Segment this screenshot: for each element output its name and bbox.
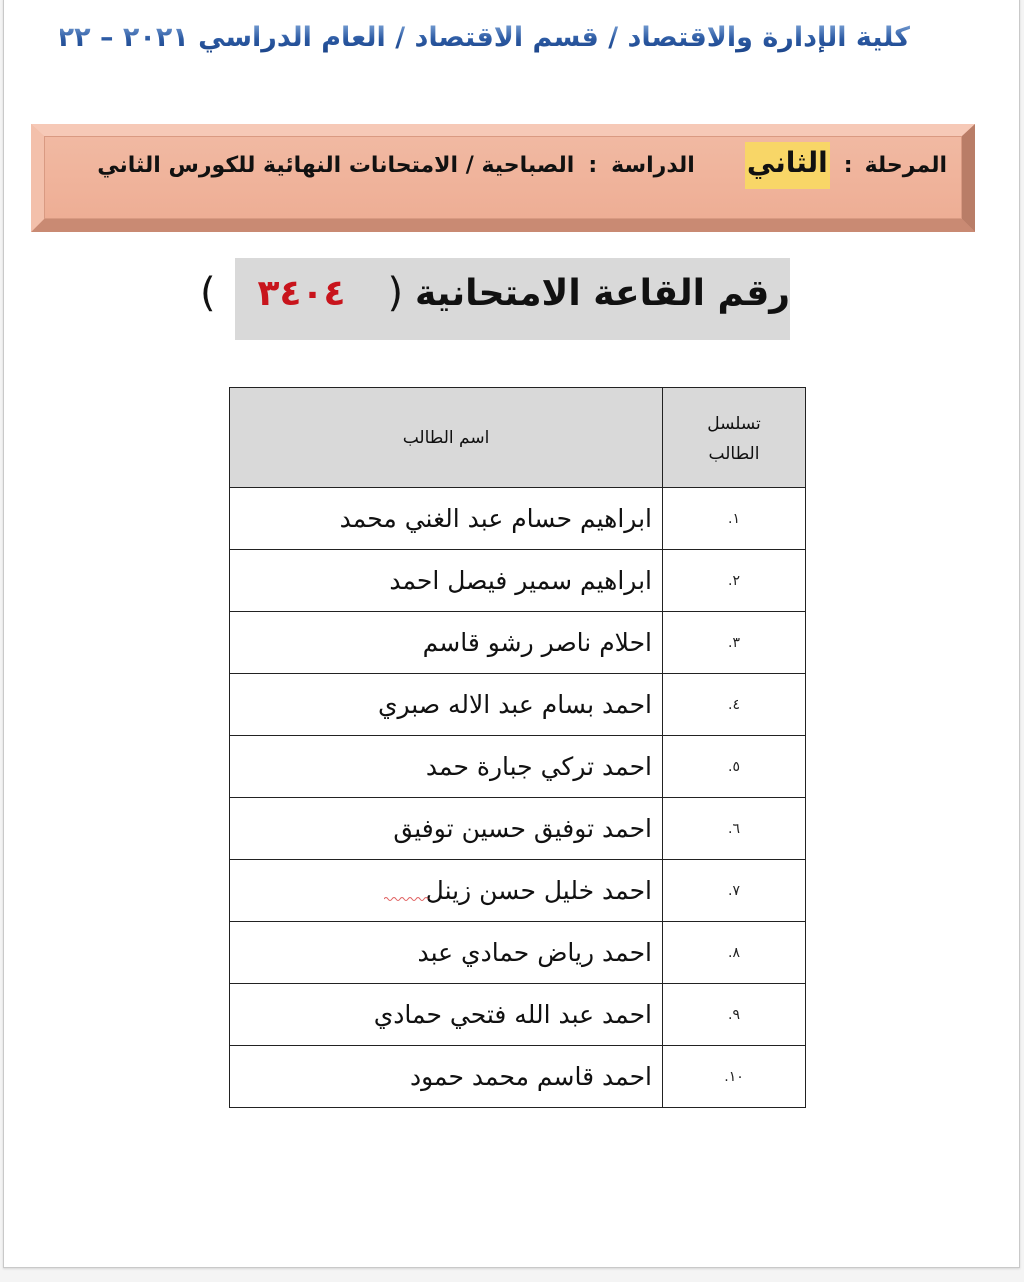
table-row [230, 922, 806, 984]
students-table [229, 387, 806, 1108]
exam-room-number: ٣٤٠٤ [257, 272, 346, 314]
table-row [230, 860, 806, 922]
open-paren: ( [387, 270, 404, 316]
row-seq: ١. [663, 488, 806, 550]
table-row [230, 984, 806, 1046]
table-row [230, 674, 806, 736]
header-student-seq [663, 388, 806, 488]
close-paren: ) [199, 270, 216, 316]
banner-bevel-bottom [31, 219, 975, 232]
row-seq: ٩. [663, 984, 806, 1046]
header-seq-line1: تسلسل [707, 414, 761, 434]
row-seq: ٥. [663, 736, 806, 798]
table-row [230, 1046, 806, 1108]
stage-label: المرحلة [864, 153, 947, 178]
exam-room-label: رقم القاعة الامتحانية [415, 272, 790, 314]
row-student-name: احمد عبد الله فتحي حمادي [230, 984, 663, 1046]
row-seq: ٧. [663, 860, 806, 922]
table-row [230, 550, 806, 612]
banner-bevel-top [31, 124, 975, 136]
table-header-row [230, 388, 806, 488]
row-seq: ١٠. [663, 1046, 806, 1108]
row-seq: ٦. [663, 798, 806, 860]
row-student-name: احمد توفيق حسين توفيق [230, 798, 663, 860]
exam-room-box [199, 258, 790, 340]
row-student-name: ابراهيم حسام عبد الغني محمد [230, 488, 663, 550]
stage-banner [31, 124, 975, 232]
table-row [230, 612, 806, 674]
row-student-name: احمد بسام عبد الاله صبري [230, 674, 663, 736]
spellcheck-underline-icon [384, 896, 430, 902]
row-seq: ٣. [663, 612, 806, 674]
stage-value-highlight: الثاني [745, 142, 830, 189]
row-student-name: ابراهيم سمير فيصل احمد [230, 550, 663, 612]
banner-bevel-left [31, 124, 44, 232]
row-student-name: احمد تركي جبارة حمد [230, 736, 663, 798]
row-student-name: احمد قاسم محمد حمود [230, 1046, 663, 1108]
row-seq: ٢. [663, 550, 806, 612]
header-student-name: اسم الطالب [230, 388, 663, 488]
row-student-name: احمد رياض حمادي عبد [230, 922, 663, 984]
banner-bevel-right [962, 124, 975, 232]
stage-colon: : [843, 153, 853, 178]
exam-room-line [188, 270, 790, 316]
study-label: الدراسة [611, 153, 695, 178]
row-student-name: احلام ناصر رشو قاسم [230, 612, 663, 674]
banner-text-line [97, 142, 947, 189]
table-row [230, 736, 806, 798]
header-seq-line2: الطالب [708, 444, 760, 464]
college-header-title: كلية الإدارة والاقتصاد / قسم الاقتصاد / العام الدراسي ٢٠٢١ – ٢٠٢٢ [24, 22, 910, 53]
row-seq: ٨. [663, 922, 806, 984]
table-row [230, 798, 806, 860]
table-row [230, 488, 806, 550]
row-seq: ٤. [663, 674, 806, 736]
study-colon: : [588, 153, 598, 178]
study-value: الصباحية / الامتحانات النهائية للكورس الثاني [97, 153, 575, 178]
row-student-name: احمد خليل حسن زينل [230, 860, 663, 922]
